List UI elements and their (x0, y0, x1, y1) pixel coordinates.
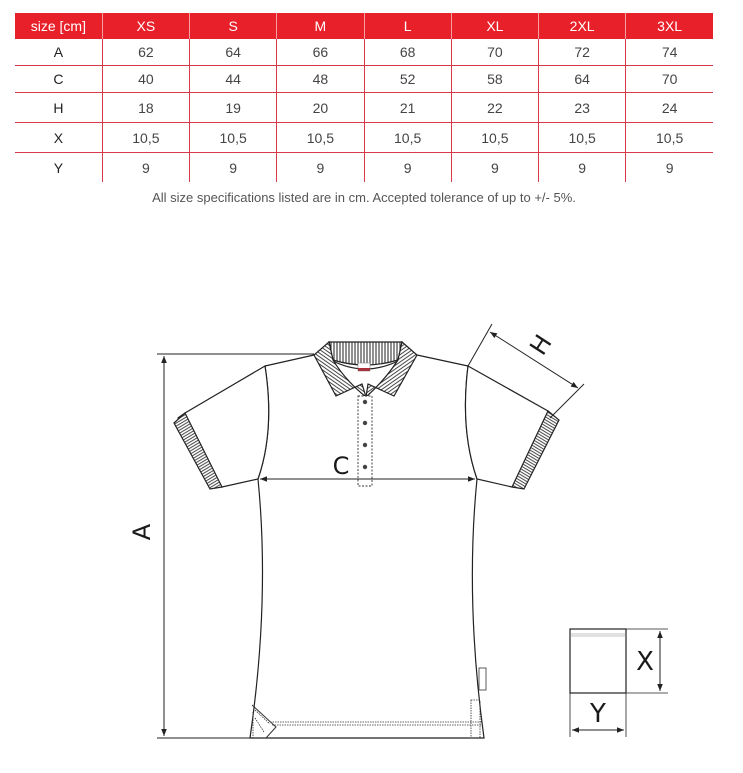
left-shoulder-seam (265, 355, 314, 366)
table-cell: 23 (539, 93, 626, 123)
table-cell: 10,5 (539, 123, 626, 153)
right-shoulder-seam (417, 355, 468, 366)
table-cell: 70 (451, 39, 538, 66)
dimension-a-label: A (128, 523, 156, 541)
table-cell: 40 (102, 66, 189, 93)
dimension-h-extension-top (468, 324, 492, 366)
row-label: H (15, 93, 102, 123)
header-size-unit: size [cm] (15, 13, 102, 39)
table-cell: 70 (626, 66, 713, 93)
table-cell: 22 (451, 93, 538, 123)
table-cell: 9 (190, 153, 277, 183)
table-cell: 72 (539, 39, 626, 66)
button (363, 400, 367, 404)
table-cell: 24 (626, 93, 713, 123)
table-cell: 68 (364, 39, 451, 66)
table-cell: 9 (364, 153, 451, 183)
table-cell: 64 (190, 39, 277, 66)
button (363, 443, 367, 447)
table-cell: 20 (277, 93, 364, 123)
table-cell: 10,5 (626, 123, 713, 153)
table-cell: 52 (364, 66, 451, 93)
dimension-h-extension-bottom (550, 384, 584, 418)
table-cell: 18 (102, 93, 189, 123)
table-cell: 66 (277, 39, 364, 66)
table-cell: 19 (190, 93, 277, 123)
dimension-x-label: X (636, 647, 654, 677)
table-cell: 9 (665, 159, 674, 176)
header-size-xs: XS (102, 13, 189, 39)
table-cell: 10,5 (277, 123, 364, 153)
table-cell: 58 (451, 66, 538, 93)
label-detail-box (570, 629, 626, 693)
row-label: X (15, 123, 102, 153)
button (363, 421, 367, 425)
row-label: Y (15, 153, 102, 183)
table-cell: 9 (539, 153, 626, 183)
dimension-h-label: H (524, 329, 558, 361)
header-size-3xl: 3XL (626, 13, 713, 39)
table-cell: 62 (102, 39, 189, 66)
header-size-s: S (190, 13, 277, 39)
header-size-xl: XL (451, 13, 538, 39)
header-size-m: M (277, 13, 364, 39)
collar-band (329, 342, 402, 365)
table-cell: 44 (190, 66, 277, 93)
header-size-2xl: 2XL (539, 13, 626, 39)
placket (358, 396, 372, 486)
neck-label-stripe (358, 368, 370, 371)
button (363, 465, 367, 469)
table-cell: 10,5 (190, 123, 277, 153)
table-cell: 9 (451, 153, 538, 183)
header-size-l: L (364, 13, 451, 39)
table-cell: 10,5 (102, 123, 189, 153)
row-label: A (15, 39, 102, 66)
table-cell: 74 (626, 39, 713, 66)
table-cell: 10,5 (451, 123, 538, 153)
side-seam-label (479, 668, 486, 690)
table-cell: 64 (539, 66, 626, 93)
tolerance-note: All size specifications listed are in cm. Accepted tolerance of up to +/- 5%. (152, 190, 576, 205)
dimension-c-label: C (332, 452, 350, 480)
table-cell: 9 (277, 153, 364, 183)
table-cell: 21 (364, 93, 451, 123)
table-cell: 48 (277, 66, 364, 93)
row-label: C (15, 66, 102, 93)
table-cell: 10,5 (364, 123, 451, 153)
table-cell: 9 (102, 153, 189, 183)
dimension-y-label: Y (590, 699, 606, 729)
